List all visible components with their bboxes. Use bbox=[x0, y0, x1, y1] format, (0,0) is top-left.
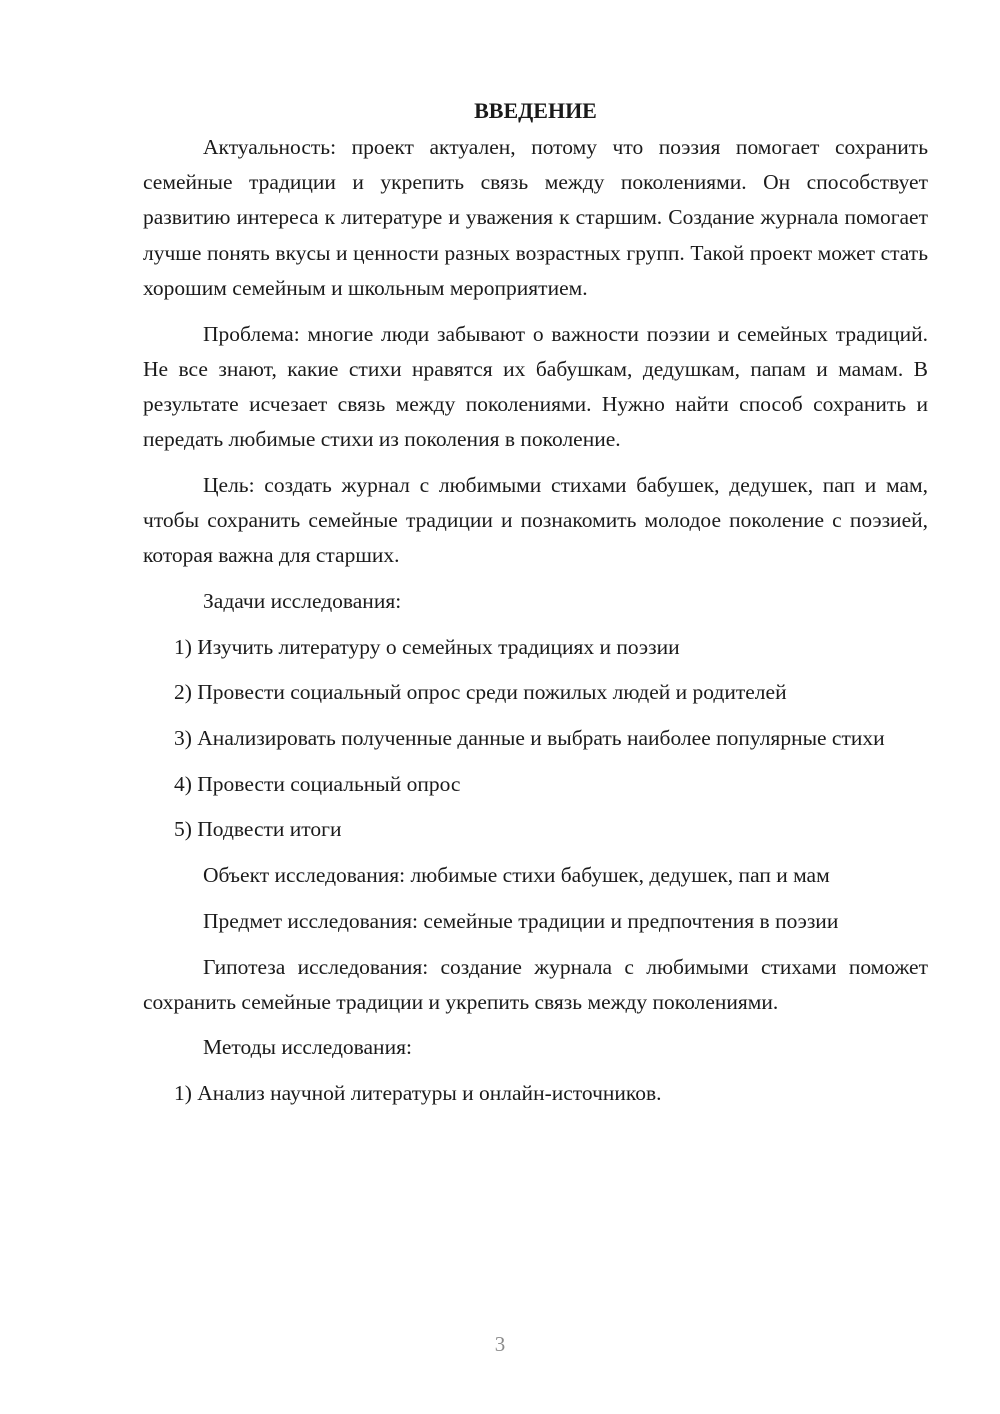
page-number: 3 bbox=[494, 1332, 506, 1356]
goal-paragraph: Цель: создать журнал с любимыми стихами бабушек, дедушек, пап и мам, чтобы сохранить семейные традиции и познакомить молодое поколение с поэзией, которая важна для старших. bbox=[143, 472, 928, 568]
subject-paragraph: Предмет исследования: семейные традиции и предпочтения в поэзии bbox=[203, 908, 839, 933]
task-item-3: 3) Анализировать полученные данные и выбрать наиболее популярные стихи bbox=[174, 726, 885, 751]
task-item-2: 2) Провести социальный опрос среди пожилых людей и родителей bbox=[174, 680, 787, 705]
object-paragraph: Объект исследования: любимые стихи бабушек, дедушек, пап и мам bbox=[203, 863, 830, 888]
methods-heading: Методы исследования: bbox=[203, 1035, 412, 1060]
section-heading: ВВЕДЕНИЕ bbox=[474, 98, 597, 123]
task-item-1: 1) Изучить литературу о семейных традициях и поэзии bbox=[174, 634, 680, 659]
relevance-paragraph: Актуальность: проект актуален, потому что поэзия помогает сохранить семейные традиции и укрепить связь между поколениями. Он способствует развитию интереса к литературе и уважения к старшим. Создание журнала помогает лучше понять вкусы и ценности разных возрастных групп. Такой проект может стать хорошим семейным и школьным мероприятием. bbox=[143, 135, 928, 300]
problem-paragraph: Проблема: многие люди забывают о важности поэзии и семейных традиций. Не все знают, какие стихи нравятся их бабушкам, дедушкам, папам и мамам. В результате исчезает связь между поколениями. Нужно найти способ сохранить и передать любимые стихи из поколения в поколение. bbox=[143, 321, 928, 452]
task-item-5: 5) Подвести итоги bbox=[174, 817, 342, 842]
hypothesis-paragraph: Гипотеза исследования: создание журнала с любимыми стихами поможет сохранить семейные традиции и укрепить связь между поколениями. bbox=[143, 954, 928, 1014]
document-page bbox=[143, 93, 928, 1122]
tasks-heading: Задачи исследования: bbox=[203, 588, 402, 613]
method-item-1: 1) Анализ научной литературы и онлайн-источников. bbox=[174, 1081, 662, 1106]
task-item-4: 4) Провести социальный опрос bbox=[174, 771, 461, 796]
